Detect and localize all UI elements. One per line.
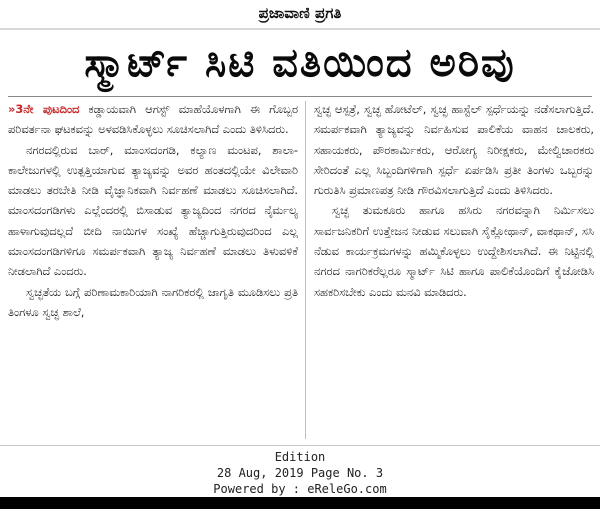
footer-divider	[0, 445, 600, 446]
edition-label: Edition	[274, 450, 326, 464]
edition-footer	[0, 449, 600, 497]
bottom-bar	[0, 497, 600, 509]
column-divider	[305, 101, 306, 439]
article-paragraph	[8, 99, 298, 140]
article-paragraph: ಸ್ವಚ್ಛ ಆಸ್ಪತ್ರೆ, ಸ್ವಚ್ಛ ಹೋಟೆಲ್, ಸ್ವಚ್ಛ ಹಾಸ್ಟೆಲ್ ಸ್ಪರ್ಧೆಯನ್ನು ನಡೆಸಲಾಗುತ್ತಿದೆ. ಸಮರ್ಪಕವಾಗಿ ತ್ಯಾಜ್ಯವನ್ನು ನಿರ್ವಹಿಸುವ ಪಾಲಿಕೆಯ ವಾಹನ ಚಾಲಕರು, ಸಹಾಯಕರು, ಪೌರಕಾರ್ಮಿಕರು, ಆರೋಗ್ಯ ನಿರೀಕ್ಷಕರು, ಮೇಲ್ವಿಚಾರಕರು ಸೇರಿದಂತೆ ಎಲ್ಲ ಸಿಬ್ಬಂದಿಗಳಿಗಾಗಿ ಸ್ಪರ್ಧೆ ಏರ್ಪಡಿಸಿ ಪ್ರತೀ ತಿಂಗಳು ಒಬ್ಬರನ್ನು ಗುರುತಿಸಿ ಪ್ರಮಾಣಪತ್ರ ನೀಡಿ ಗೌರವಿಸಲಾಗುತ್ತಿದೆ ಎಂದು ತಿಳಿಸಿದರು.	[314, 102, 594, 198]
powered-by-link[interactable]: Powered by : eReleGo.com	[213, 482, 387, 496]
edition-date-page: 28 Aug, 2019 Page No. 3	[216, 466, 384, 480]
paragraph-text: ಕಡ್ಡಾಯವಾಗಿ ಆಗಸ್ಟ್ ಮಾಹೆಯೊಳಗಾಗಿ ಈ ಗೊಬ್ಬರ ಪರಿವರ್ತನಾ ಘಟಕವನ್ನು ಅಳವಡಿಸಿಕೊಳ್ಳಲು ಸೂಚಿಸಲಾಗಿದೆ ಎಂದು ತಿಳಿಸಿದರು.	[8, 102, 298, 137]
article-paragraph: ನಗರದಲ್ಲಿರುವ ಬಾರ್, ಮಾಂಸದಂಗಡಿ, ಕಲ್ಯಾಣ ಮಂಟಪ, ಶಾಲಾ-ಕಾಲೇಜುಗಳಲ್ಲಿ ಉತ್ಪತ್ತಿಯಾಗುವ ತ್ಯಾಜ್ಯವನ್ನು ಅವರ ಹಂತದಲ್ಲಿಯೇ ವಿಲೇವಾರಿ ಮಾಡಲು ತರಬೇತಿ ನೀಡಿ ವೈಜ್ಞಾನಿಕವಾಗಿ ನಿರ್ವಹಣೆ ಮಾಡಲು ಸೂಚಿಸಲಾಗಿದೆ. ಮಾಂಸದಂಗಡಿಗಳು ಎಲ್ಲೆಂದರಲ್ಲಿ ಬಿಸಾಡುವ ತ್ಯಾಜ್ಯದಿಂದ ನಗರದ ನೈರ್ಮಲ್ಯ ಹಾಳಾಗುವುದಲ್ಲದೆ ಬೀದಿ ನಾಯಿಗಳ ಸಂಖ್ಯೆ ಹೆಚ್ಚಾಗುತ್ತಿರುವುದರಿಂದ ಎಲ್ಲ ಮಾಂಸದಂಗಡಿಗಳಿಗೂ ಸಮರ್ಪಕವಾಗಿ ತ್ಯಾಜ್ಯ ನಿರ್ವಹಣೆ ಮಾಡಲು ತಿಳುವಳಿಕೆ ನೀಡಲಾಗಿದೆ ಎಂದರು.	[8, 142, 298, 279]
article-column-right	[314, 99, 594, 302]
article-paragraph: ಸ್ವಚ್ಛ ತುಮಕೂರು ಹಾಗೂ ಹಸಿರು ನಗರವನ್ನಾಗಿ ನಿರ್ಮಿಸಲು ಸಾರ್ವಜನಿಕರಿಗೆ ಉತ್ತೇಜನ ನೀಡುವ ಸಲುವಾಗಿ ಸೈಕ್ಲೋಥಾನ್, ವಾಕಥಾನ್, ಸಸಿ ನೆಡುವ ಕಾರ್ಯಕ್ರಮಗಳನ್ನು ಹಮ್ಮಿಕೊಳ್ಳಲು ಉದ್ದೇಶಿಸಲಾಗಿದೆ. ಈ ನಿಟ್ಟಿನಲ್ಲಿ ನಗರದ ನಾಗರಿಕರೆಲ್ಲರೂ ಸ್ಮಾರ್ಟ್ ಸಿಟಿ ಹಾಗೂ ಪಾಲಿಕೆಯೊಂದಿಗೆ ಕೈಜೋಡಿಸಿ ಸಹಕರಿಸಬೇಕು ಎಂದು ಮನವಿ ಮಾಡಿದರು.	[314, 203, 594, 299]
headline-divider	[8, 96, 592, 97]
masthead-bar	[0, 0, 600, 30]
newspaper-logo: ಪ್ರಜಾವಾಣಿ ಪ್ರಗತಿ	[258, 4, 342, 22]
dateline: »3ನೇ ಪುಟದಿಂದ	[8, 102, 80, 116]
article-paragraph: ಸ್ವಚ್ಛತೆಯ ಬಗ್ಗೆ ಪರಿಣಾಮಕಾರಿಯಾಗಿ ನಾಗರಿಕರಲ್ಲಿ ಜಾಗೃತಿ ಮೂಡಿಸಲು ಪ್ರತಿ ತಿಂಗಳೂ ಸ್ವಚ್ಛ ಶಾಲೆ,	[8, 284, 298, 319]
article-column-left	[8, 99, 298, 322]
article-headline: ಸ್ಮಾರ್ಟ್ ಸಿಟಿ ವತಿಯಿಂದ ಅರಿವು	[84, 40, 516, 86]
